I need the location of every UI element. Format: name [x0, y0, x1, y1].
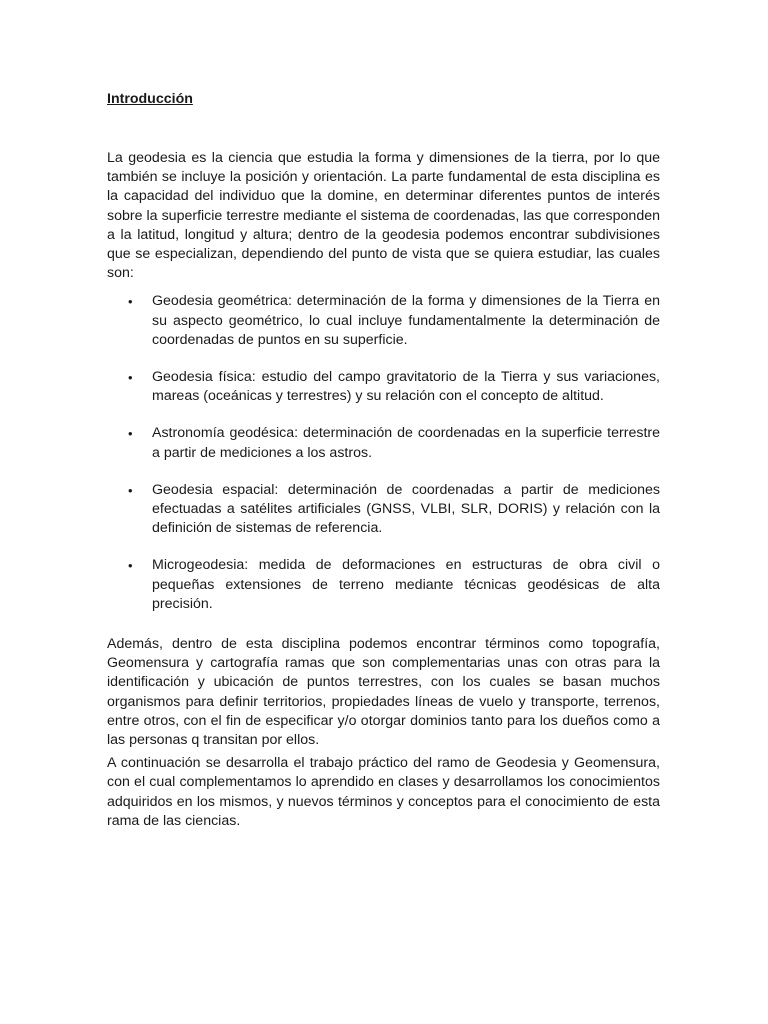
bullet-icon: •	[128, 426, 133, 442]
list-item	[107, 424, 660, 462]
list-item	[107, 368, 660, 406]
list-item	[107, 481, 660, 539]
subdivision-list	[107, 292, 660, 614]
bullet-icon: •	[128, 558, 133, 574]
list-item-text: Geodesia física: estudio del campo gravitatorio de la Tierra y sus variaciones, mareas (oceánicas y terrestres) y su relación con el concepto de altitud.	[152, 369, 660, 405]
bullet-icon: •	[128, 370, 133, 386]
bullet-icon: •	[128, 294, 133, 310]
list-item	[107, 292, 660, 350]
bullet-icon: •	[128, 482, 133, 498]
document-body	[107, 90, 660, 831]
list-item-text: Geodesia geométrica: determinación de la forma y dimensiones de la Tierra en su aspecto geométrico, lo cual incluye fundamentalmente la determinación de coordenadas de puntos en su superficie.	[152, 293, 660, 348]
list-item-text: Geodesia espacial: determinación de coordenadas a partir de mediciones efectuadas a satélites artificiales (GNSS, VLBI, SLR, DORIS) y relación con la definición de sistemas de referencia.	[152, 481, 660, 537]
list-item	[107, 556, 660, 614]
body-paragraph: A continuación se desarrolla el trabajo práctico del ramo de Geodesia y Geomensura, con el cual complementamos lo aprendido en clases y desarrollamos los conocimientos adquiridos en los mismos, y nuevos términos y conceptos para el conocimiento de esta rama de las ciencias.	[107, 755, 660, 829]
list-item-text: Astronomía geodésica: determinación de coordenadas en la superficie terrestre a partir de mediciones a los astros.	[152, 425, 660, 461]
list-item-text: Microgeodesia: medida de deformaciones en estructuras de obra civil o pequeñas extensiones de terreno mediante técnicas geodésicas de alta precisión.	[152, 557, 660, 612]
section-heading: Introducción	[107, 91, 193, 107]
intro-paragraph: La geodesia es la ciencia que estudia la forma y dimensiones de la tierra, por lo que también se incluye la posición y orientación. La parte fundamental de esta disciplina es la capacidad del individuo que la domine, en determinar diferentes puntos de interés sobre la superficie terrestre mediante el sistema de coordenadas, las que corresponden a la latitud, longitud y altura; dentro de la geodesia podemos encontrar subdivisiones que se especializan, dependiendo del punto de vista que se quiera estudiar, las cuales son:	[107, 150, 660, 282]
body-paragraph: Además, dentro de esta disciplina podemos encontrar términos como topografía, Geomensura y cartografía ramas que son complementarias unas con otras para la identificación y ubicación de puntos terrestres, con los cuales se basan muchos organismos para definir territorios, propiedades líneas de vuelo y transporte, terrenos, entre otros, con el fin de especificar y/o otorgar dominios tanto para los dueños como a las personas q transitan por ellos.	[107, 636, 660, 749]
